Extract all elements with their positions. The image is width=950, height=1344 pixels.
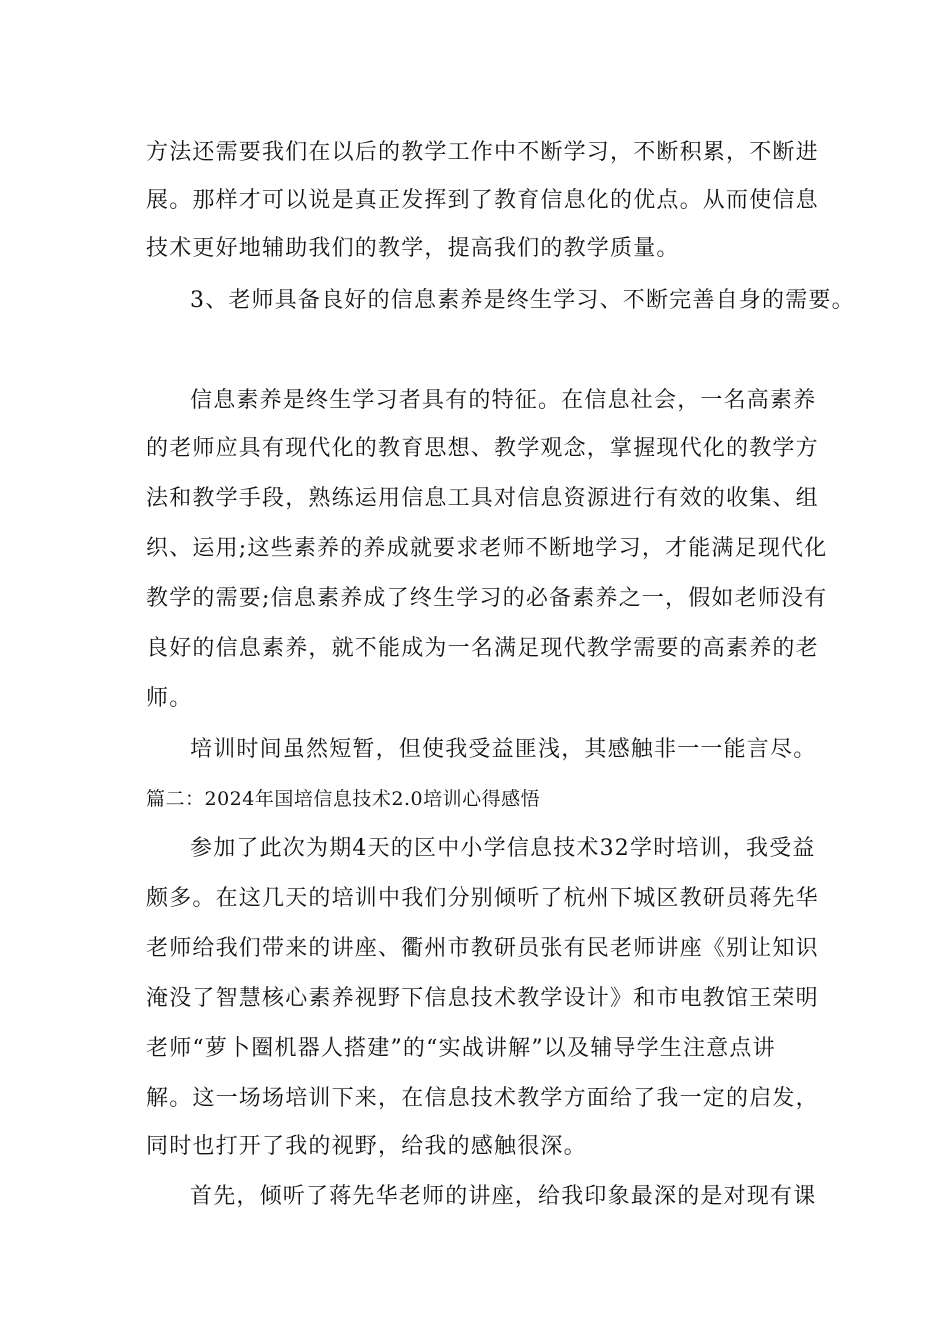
text-line: 参加了此次为期4天的区中小学信息技术32学时培训，我受益 xyxy=(190,836,816,861)
text-line: 信息素养是终生学习者具有的特征。在信息社会，一名高素养 xyxy=(190,388,817,413)
text-line: 方法还需要我们在以后的教学工作中不断学习，不断积累，不断进 xyxy=(146,140,819,165)
text-line: 解。这一场场培训下来，在信息技术教学方面给了我一定的启发， xyxy=(146,1086,819,1111)
text-line: 法和教学手段，熟练运用信息工具对信息资源进行有效的收集、组 xyxy=(146,486,819,511)
text-line: 老师给我们带来的讲座、衢州市教研员张有民老师讲座《别让知识 xyxy=(146,936,819,961)
section-heading: 3、老师具备良好的信息素养是终生学习、不断完善自身的需要。 xyxy=(190,288,855,313)
text-line: 老师“萝卜圈机器人搭建”的“实战讲解”以及辅导学生注意点讲 xyxy=(146,1036,776,1061)
text-line: 淹没了智慧核心素养视野下信息技术教学设计》和市电教馆王荣明 xyxy=(146,986,819,1011)
text-line: 培训时间虽然短暂，但使我受益匪浅，其感触非一一能言尽。 xyxy=(190,737,817,762)
text-line: 良好的信息素养，就不能成为一名满足现代教学需要的高素养的老 xyxy=(146,636,819,661)
text-line: 师。 xyxy=(146,686,193,711)
text-line: 首先，倾听了蒋先华老师的讲座，给我印象最深的是对现有课 xyxy=(190,1184,817,1209)
article-title: 篇二：2024年国培信息技术2.0培训心得感悟 xyxy=(146,788,541,810)
text-line: 技术更好地辅助我们的教学，提高我们的教学质量。 xyxy=(146,236,680,261)
text-line: 的老师应具有现代化的教育思想、教学观念，掌握现代化的教学方 xyxy=(146,436,819,461)
text-line: 织、运用;这些素养的养成就要求老师不断地学习，才能满足现代化 xyxy=(146,536,828,561)
text-line: 颇多。在这几天的培训中我们分别倾听了杭州下城区教研员蒋先华 xyxy=(146,886,819,911)
text-line: 同时也打开了我的视野，给我的感触很深。 xyxy=(146,1134,587,1159)
text-line: 教学的需要;信息素养成了终生学习的必备素养之一，假如老师没有 xyxy=(146,586,828,611)
text-line: 展。那样才可以说是真正发挥到了教育信息化的优点。从而使信息 xyxy=(146,188,819,213)
